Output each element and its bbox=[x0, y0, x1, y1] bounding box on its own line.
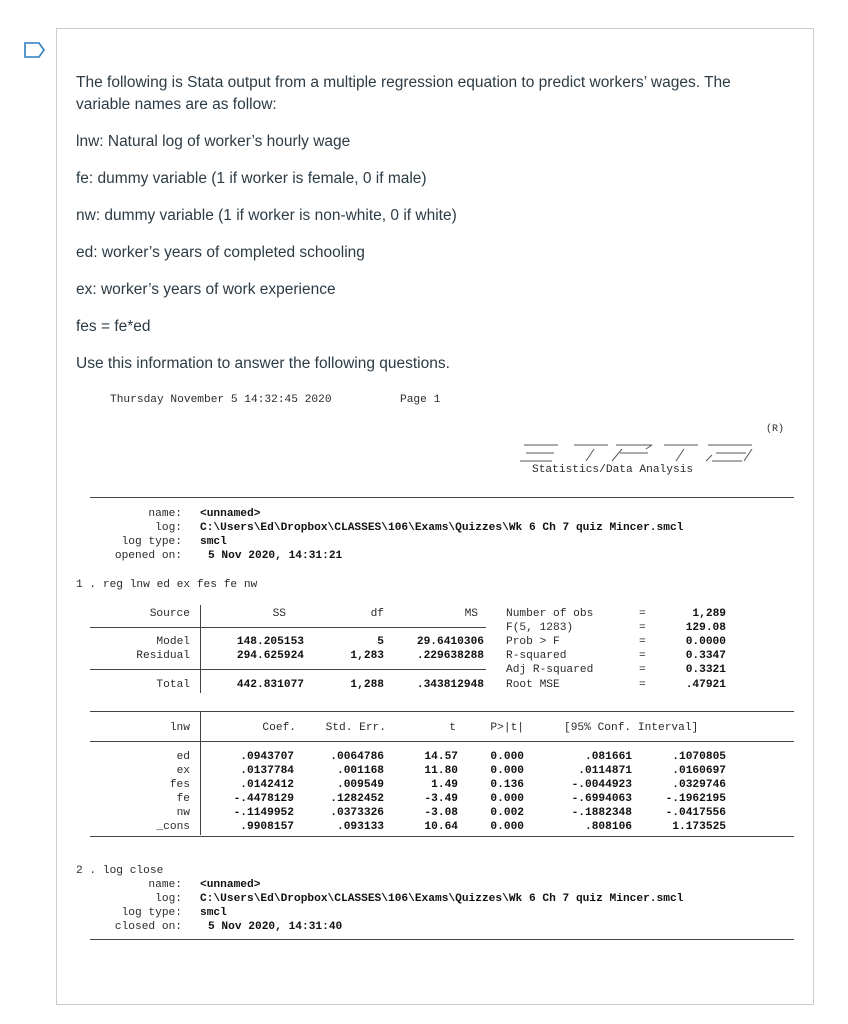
anova-total-rule bbox=[90, 669, 486, 670]
coef-row-var: ex bbox=[176, 765, 190, 777]
command-log-close: 2 . log close bbox=[76, 865, 164, 877]
close-type-value: smcl bbox=[200, 907, 227, 919]
open-log-label: log: bbox=[155, 522, 182, 534]
stat-eq: = bbox=[639, 636, 646, 648]
bookmark-icon[interactable] bbox=[24, 42, 46, 58]
coef-row-hi: 1.173525 bbox=[672, 821, 726, 833]
coef-row-se: .1282452 bbox=[330, 793, 384, 805]
definition-ex: ex: worker’s years of work experience bbox=[76, 281, 336, 298]
coef-row-coef: .0943707 bbox=[240, 751, 294, 763]
coef-row-t: 1.49 bbox=[431, 779, 458, 791]
coef-row-var: fes bbox=[169, 779, 190, 791]
stat-eq: = bbox=[639, 622, 646, 634]
anova-row-ss: 442.831077 bbox=[236, 679, 304, 691]
coef-row-coef: .0142412 bbox=[240, 779, 294, 791]
coef-row-coef: .9908157 bbox=[240, 821, 294, 833]
anova-row-source: Residual bbox=[136, 650, 190, 662]
anova-row-ms: 29.6410306 bbox=[416, 636, 484, 648]
coef-row-lo: -.0044923 bbox=[571, 779, 632, 791]
output-page: Page 1 bbox=[400, 394, 441, 406]
stat-label: F(5, 1283) bbox=[506, 622, 574, 634]
close-closed-value: 5 Nov 2020, 14:31:40 bbox=[208, 921, 343, 933]
stat-eq: = bbox=[639, 608, 646, 620]
coef-row-p: 0.000 bbox=[490, 765, 524, 777]
close-name-value: <unnamed> bbox=[200, 879, 261, 891]
stat-label: Adj R-squared bbox=[506, 664, 594, 676]
coef-row-hi: .0160697 bbox=[672, 765, 726, 777]
footer-divider bbox=[90, 939, 794, 940]
coef-row-lo: .081661 bbox=[585, 751, 632, 763]
coef-row-t: -3.49 bbox=[424, 793, 458, 805]
coef-row-lo: -.1882348 bbox=[571, 807, 632, 819]
intro-lead: The following is Stata output from a multiple regression equation to predict workers’ wages. The variable names are as follow: bbox=[76, 74, 731, 113]
coef-row-se: .0373326 bbox=[330, 807, 384, 819]
coef-row-t: 10.64 bbox=[424, 821, 458, 833]
anova-row-source: Total bbox=[156, 679, 190, 691]
coef-row-coef: -.4478129 bbox=[233, 793, 294, 805]
coef-header-se: Std. Err. bbox=[325, 722, 386, 734]
anova-header-source: Source bbox=[149, 608, 190, 620]
stat-value: 1,289 bbox=[692, 608, 726, 620]
coef-row-lo: -.6994063 bbox=[571, 793, 632, 805]
coef-header-t: t bbox=[449, 722, 456, 734]
coef-bottom-rule bbox=[90, 836, 794, 837]
anova-header-ms: MS bbox=[464, 608, 478, 620]
coef-row-p: 0.002 bbox=[490, 807, 524, 819]
coef-row-se: .093133 bbox=[337, 821, 384, 833]
coef-row-var: _cons bbox=[156, 821, 190, 833]
stat-label: R-squared bbox=[506, 650, 567, 662]
logo-caption: Statistics/Data Analysis bbox=[532, 464, 694, 476]
coef-row-t: -3.08 bbox=[424, 807, 458, 819]
anova-row-ms: .229638288 bbox=[416, 650, 484, 662]
open-log-value: C:\Users\Ed\Dropbox\CLASSES\106\Exams\Quizzes\Wk 6 Ch 7 quiz Mincer.smcl bbox=[200, 522, 684, 534]
stat-label: Number of obs bbox=[506, 608, 594, 620]
coef-top-rule bbox=[90, 711, 794, 712]
stat-label: Prob > F bbox=[506, 636, 560, 648]
stat-value: 0.3321 bbox=[685, 664, 726, 676]
anova-vertical-rule bbox=[200, 605, 201, 693]
coef-row-hi: .0329746 bbox=[672, 779, 726, 791]
definition-fes: fes = fe*ed bbox=[76, 318, 151, 335]
coef-row-se: .0064786 bbox=[330, 751, 384, 763]
close-name-label: name: bbox=[148, 879, 182, 891]
definition-nw: nw: dummy variable (1 if worker is non-white, 0 if white) bbox=[76, 207, 457, 224]
open-opened-label: opened on: bbox=[114, 550, 182, 562]
close-log-value: C:\Users\Ed\Dropbox\CLASSES\106\Exams\Quizzes\Wk 6 Ch 7 quiz Mincer.smcl bbox=[200, 893, 684, 905]
coef-row-p: 0.000 bbox=[490, 793, 524, 805]
coef-row-hi: -.0417556 bbox=[665, 807, 726, 819]
coef-row-lo: .0114871 bbox=[578, 765, 632, 777]
coef-row-coef: -.1149952 bbox=[233, 807, 294, 819]
open-name-label: name: bbox=[148, 508, 182, 520]
anova-row-ss: 148.205153 bbox=[236, 636, 304, 648]
coef-row-var: nw bbox=[176, 807, 190, 819]
coef-row-hi: -.1962195 bbox=[665, 793, 726, 805]
coef-row-se: .009549 bbox=[337, 779, 384, 791]
coef-header-ci: [95% Conf. Interval] bbox=[564, 722, 699, 734]
anova-row-ms: .343812948 bbox=[416, 679, 484, 691]
open-name-value: <unnamed> bbox=[200, 508, 261, 520]
coef-row-se: .001168 bbox=[337, 765, 384, 777]
coef-row-var: fe bbox=[176, 793, 190, 805]
anova-row-source: Model bbox=[156, 636, 190, 648]
coef-header-p: P>|t| bbox=[490, 722, 524, 734]
coef-row-t: 14.57 bbox=[424, 751, 458, 763]
anova-row-df: 5 bbox=[377, 636, 384, 648]
stat-value: 129.08 bbox=[685, 622, 726, 634]
stat-eq: = bbox=[639, 679, 646, 691]
stat-value: 0.0000 bbox=[685, 636, 726, 648]
open-type-label: log type: bbox=[121, 536, 182, 548]
coef-depvar: lnw bbox=[169, 722, 190, 734]
close-log-label: log: bbox=[155, 893, 182, 905]
output-date: Thursday November 5 14:32:45 2020 bbox=[110, 394, 332, 406]
coef-row-coef: .0137784 bbox=[240, 765, 294, 777]
intro-tail: Use this information to answer the following questions. bbox=[76, 355, 450, 372]
definition-lnw: lnw: Natural log of worker’s hourly wage bbox=[76, 133, 351, 150]
anova-header-ss: SS bbox=[272, 608, 286, 620]
close-type-label: log type: bbox=[121, 907, 182, 919]
stat-value: 0.3347 bbox=[685, 650, 726, 662]
header-divider bbox=[90, 497, 794, 498]
open-type-value: smcl bbox=[200, 536, 227, 548]
command-reg: 1 . reg lnw ed ex fes fe nw bbox=[76, 579, 258, 591]
stat-label: Root MSE bbox=[506, 679, 560, 691]
anova-row-ss: 294.625924 bbox=[236, 650, 304, 662]
coef-row-p: 0.000 bbox=[490, 751, 524, 763]
anova-row-df: 1,288 bbox=[350, 679, 384, 691]
coef-row-var: ed bbox=[176, 751, 190, 763]
anova-top-rule bbox=[90, 627, 486, 628]
stat-value: .47921 bbox=[685, 679, 726, 691]
definition-fe: fe: dummy variable (1 if worker is female, 0 if male) bbox=[76, 170, 427, 187]
close-closed-label: closed on: bbox=[114, 921, 182, 933]
coef-row-p: 0.000 bbox=[490, 821, 524, 833]
coef-row-hi: .1070805 bbox=[672, 751, 726, 763]
coef-row-lo: .808106 bbox=[585, 821, 632, 833]
coef-row-t: 11.80 bbox=[424, 765, 458, 777]
anova-row-df: 1,283 bbox=[350, 650, 384, 662]
definition-ed: ed: worker’s years of completed schooling bbox=[76, 244, 365, 261]
stat-eq: = bbox=[639, 664, 646, 676]
question-intro bbox=[76, 72, 776, 375]
coef-row-p: 0.136 bbox=[490, 779, 524, 791]
stat-eq: = bbox=[639, 650, 646, 662]
coef-header-coef: Coef. bbox=[262, 722, 296, 734]
open-opened-value: 5 Nov 2020, 14:31:21 bbox=[208, 550, 343, 562]
coef-header-rule bbox=[90, 741, 794, 742]
logo-registered: (R) bbox=[766, 424, 785, 435]
coef-vertical-rule bbox=[200, 711, 201, 835]
anova-header-df: df bbox=[370, 608, 384, 620]
